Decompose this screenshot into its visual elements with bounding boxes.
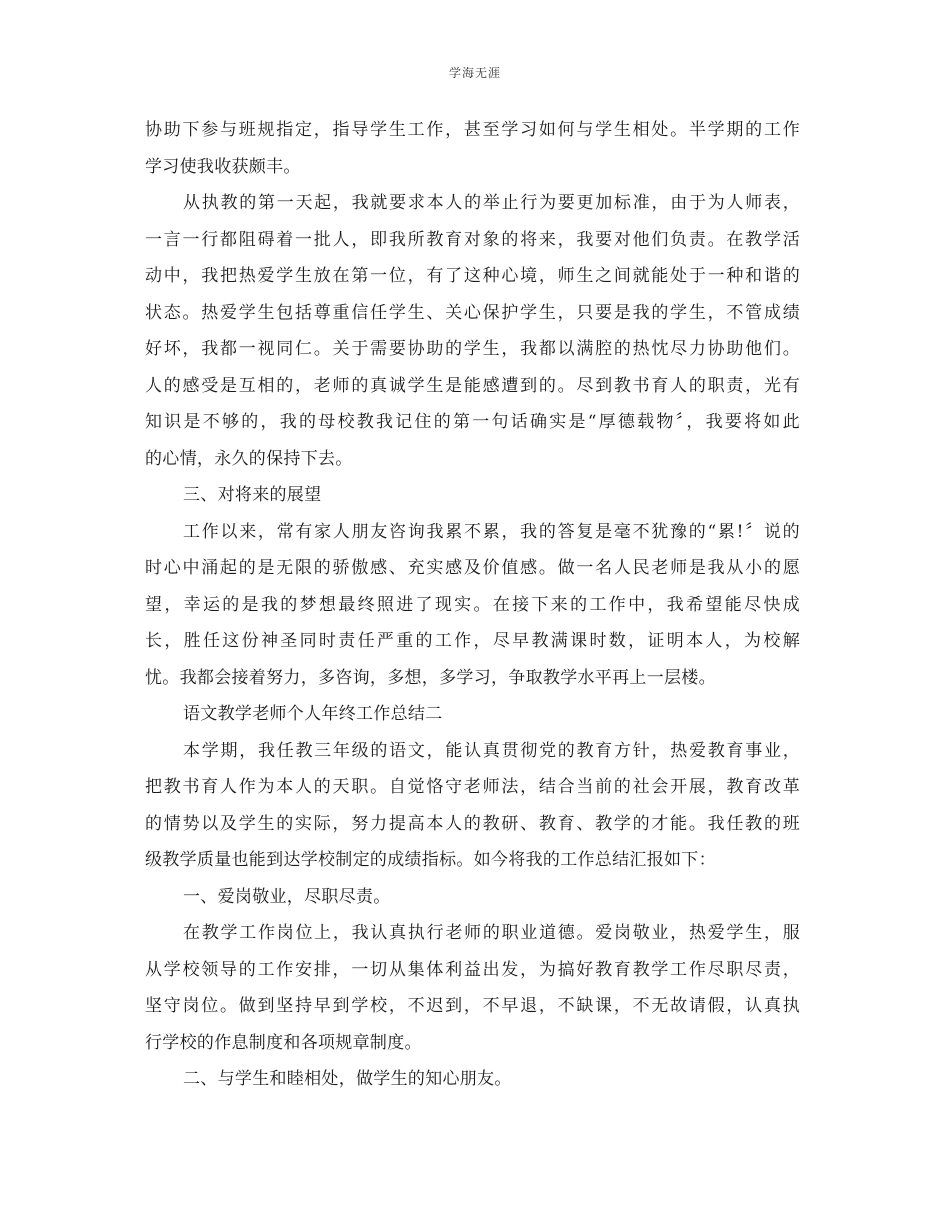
text-line: 行学校的作息制度和各项规章制度。 <box>145 1032 422 1053</box>
text-line: 状态。热爱学生包括尊重信任学生、关心保护学生，只要是我的学生，不管成绩 <box>145 302 800 323</box>
document-body <box>145 112 800 1098</box>
text-line: 把教书育人作为本人的天职。自觉恪守老师法，结合当前的社会开展，教育改革 <box>145 777 800 797</box>
text-line: 望，幸运的是我的梦想最终照进了现实。在接下来的工作中，我希望能尽快成 <box>145 594 800 615</box>
paragraph-start-line: 从执教的第一天起，我就要求本人的举止行为要更加标准，由于为人师表， <box>183 193 800 213</box>
text-line: 的心情，永久的保持下去。 <box>145 448 353 469</box>
text-line: 动中，我把热爱学生放在第一位，有了这种心境，师生之间就能处于一种和谐的 <box>145 266 800 286</box>
section-heading: 二、与学生和睦相处，做学生的知心朋友。 <box>183 1069 512 1089</box>
text-line: 知识是不够的，我的母校教我记住的第一句话确实是“厚德载物〞，我要将如此 <box>145 412 800 432</box>
text-line: 学习使我收获颇丰。 <box>145 156 301 177</box>
section-heading: 三、对将来的展望 <box>183 485 322 505</box>
paragraph-start-line: 在教学工作岗位上，我认真执行老师的职业道德。爱岗敬业，热爱学生，服 <box>183 923 800 943</box>
text-line: 长，胜任这份神圣同时责任严重的工作，尽早教满课时数，证明本人，为校解 <box>145 631 800 651</box>
paragraph-start-line: 本学期，我任教三年级的语文，能认真贯彻党的教育方针，热爱教育事业， <box>183 740 800 761</box>
section-heading: 语文教学老师个人年终工作总结二 <box>183 704 443 724</box>
text-line: 协助下参与班规指定，指导学生工作，甚至学习如何与学生相处。半学期的工作 <box>145 120 800 140</box>
text-line: 的情势以及学生的实际，努力提高本人的教研、教育、教学的才能。我任教的班 <box>145 813 800 834</box>
text-line: 忧。我都会接着努力，多咨询，多想，多学习，争取教学水平再上一层楼。 <box>145 667 716 688</box>
text-line: 级教学质量也能到达学校制定的成绩指标。如今将我的工作总结汇报如下： <box>145 850 716 870</box>
text-line: 一言一行都阻碍着一批人，即我所教育对象的将来，我要对他们负责。在教学活 <box>145 229 800 250</box>
text-line: 人的感受是互相的，老师的真诚学生是能感遭到的。尽到教书育人的职责，光有 <box>145 375 800 396</box>
section-heading: 一、爱岗敬业，尽职尽责。 <box>183 886 391 907</box>
text-line: 从学校领导的工作安排，一切从集体利益出发，为搞好教育教学工作尽职尽责， <box>145 959 800 980</box>
paragraph-start-line: 工作以来，常有家人朋友咨询我累不累，我的答复是毫不犹豫的“累!〞说的 <box>183 521 800 542</box>
text-line: 坚守岗位。做到坚持早到学校，不迟到，不早退，不缺课，不无故请假，认真执 <box>145 996 800 1016</box>
text-line: 好坏，我都一视同仁。关于需要协助的学生，我都以满腔的热忱尽力协助他们。 <box>145 339 800 359</box>
page-header: 学海无涯 <box>448 66 501 80</box>
text-line: 时心中涌起的是无限的骄傲感、充实感及价值感。做一名人民老师是我从小的愿 <box>145 558 800 578</box>
